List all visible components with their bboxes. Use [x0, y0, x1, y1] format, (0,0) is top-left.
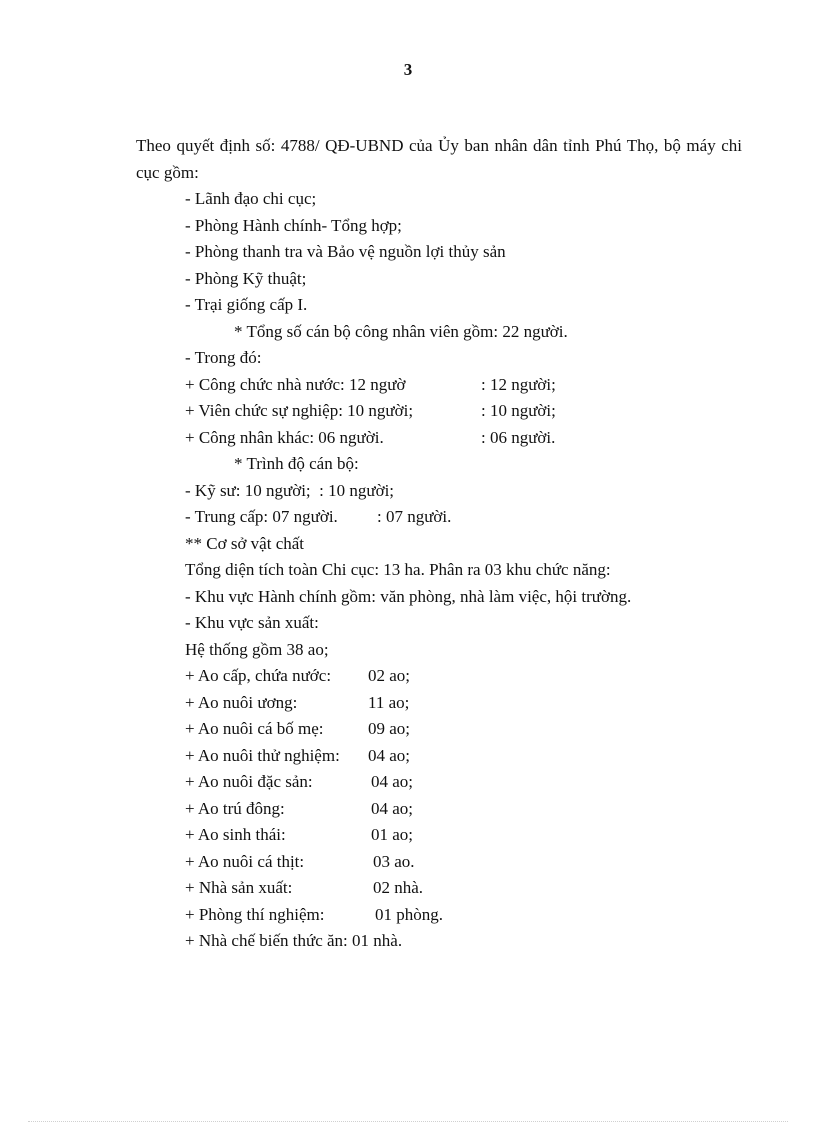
department-item: - Trại giống cấp I.	[185, 295, 308, 314]
facility-value: 02 ao;	[368, 666, 411, 685]
facility-row	[136, 875, 742, 902]
staff-label: + Công nhân khác: 06 người.	[185, 427, 384, 447]
among-them-label: - Trong đó:	[185, 348, 262, 367]
facility-row	[136, 902, 742, 929]
page-number: 3	[403, 60, 413, 79]
intro-paragraph: Theo quyết định số: 4788/ QĐ-UBND của Ủy ban nhân dân tỉnh Phú Thọ, bộ máy chi cục gồm:	[136, 136, 742, 182]
facility-row	[136, 796, 742, 823]
facility-value: 04 ao;	[371, 772, 414, 791]
qualification-row	[136, 478, 742, 505]
staff-row	[136, 372, 742, 399]
facility-row	[136, 663, 742, 690]
facility-value: 03 ao.	[373, 851, 415, 871]
qualification-heading: * Trình độ cán bộ:	[234, 454, 359, 473]
facility-value: 01 ao;	[371, 825, 414, 844]
department-item: - Lãnh đạo chi cục;	[185, 189, 317, 208]
staff-total: * Tổng số cán bộ công nhân viên gồm: 22 người.	[234, 321, 568, 341]
facility-row	[136, 822, 742, 849]
facility-value: 09 ao;	[368, 719, 411, 738]
facility-label: + Ao nuôi đặc sản:	[185, 772, 313, 791]
facility-row	[136, 743, 742, 770]
facility-label: + Ao sinh thái:	[185, 825, 286, 844]
facilities-heading: ** Cơ sở vật chất	[185, 533, 305, 553]
facility-row	[136, 716, 742, 743]
facility-label: + Ao trú đông:	[185, 798, 285, 818]
qualification-row	[136, 504, 742, 531]
department-item: - Phòng Hành chính- Tổng hợp;	[185, 215, 402, 235]
staff-label: + Viên chức sự nghiệp: 10 người;	[185, 401, 414, 420]
facility-label: + Ao cấp, chứa nước:	[185, 666, 332, 685]
staff-row	[136, 398, 742, 425]
facility-value: 02 nhà.	[373, 878, 424, 897]
facility-value: 11 ao;	[368, 692, 410, 712]
facility-label: + Ao nuôi thử nghiệm:	[185, 745, 340, 765]
qualification-value: : 07 người.	[377, 507, 452, 526]
facility-row	[136, 769, 742, 796]
qualification-value: : 10 người;	[319, 480, 395, 500]
page-bottom-divider	[28, 1121, 788, 1122]
facility-label: + Phòng thí nghiệm:	[185, 904, 325, 924]
facility-row	[136, 849, 742, 876]
qualification-label: - Kỹ sư: 10 người;	[185, 480, 311, 500]
facility-label: + Ao nuôi cá thịt:	[185, 851, 305, 871]
facility-value: 04 ao;	[371, 798, 414, 818]
document-body	[136, 133, 742, 955]
staff-row	[136, 425, 742, 452]
facility-value: 01 phòng.	[375, 904, 443, 924]
staff-label: + Công chức nhà nước: 12 ngườ	[185, 374, 406, 394]
facility-label: + Ao nuôi cá bố mẹ:	[185, 719, 324, 738]
facility-value: 04 ao;	[368, 745, 411, 765]
area-summary: Tổng diện tích toàn Chi cục: 13 ha. Phân ra 03 khu chức năng:	[185, 560, 611, 579]
facility-row	[136, 690, 742, 717]
staff-value: : 06 người.	[481, 427, 556, 447]
facility-label: + Nhà chế biến thức ăn:	[185, 931, 348, 950]
staff-value: : 12 người;	[481, 374, 556, 394]
facility-value: 01 nhà.	[352, 931, 403, 950]
facility-row	[136, 928, 742, 955]
department-item: - Phòng Kỹ thuật;	[185, 268, 307, 288]
facility-label: + Ao nuôi ương:	[185, 692, 298, 712]
admin-zone: - Khu vực Hành chính gồm: văn phòng, nhà làm việc, hội trường.	[185, 586, 632, 606]
staff-value: : 10 người;	[481, 401, 556, 420]
department-item: - Phòng thanh tra và Bảo vệ nguồn lợi thủy sản	[185, 242, 506, 261]
facility-label: + Nhà sản xuất:	[185, 878, 293, 897]
production-zone: - Khu vực sản xuất:	[185, 613, 319, 632]
pond-system: Hệ thống gồm 38 ao;	[185, 639, 329, 659]
qualification-label: - Trung cấp: 07 người.	[185, 507, 338, 526]
